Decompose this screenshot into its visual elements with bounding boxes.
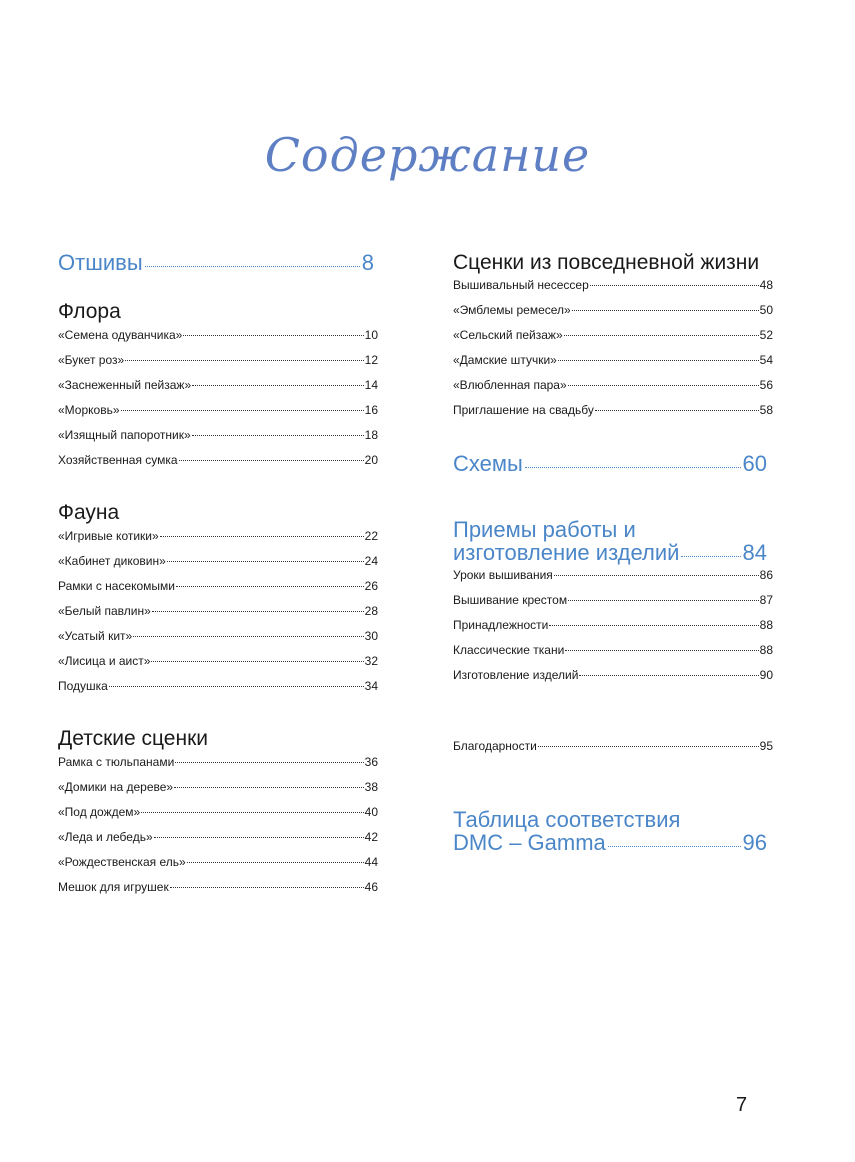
toc-entry-page: 30 [364,629,378,643]
toc-entry-label: «Лисица и аист» [58,654,151,668]
toc-entry-label: «Рождественская ель» [58,855,186,869]
toc-entry-page: 88 [759,643,773,657]
leader-dots [187,862,364,863]
toc-entry-page: 28 [364,604,378,618]
toc-entry-label: «Семена одуванчика» [58,328,183,342]
leader-dots [525,467,741,468]
toc-entry-page: 24 [364,554,378,568]
toc-entry-page: 38 [364,780,378,794]
toc-entry-page: 14 [364,378,378,392]
toc-entry-label: «Белый павлин» [58,604,151,618]
leader-dots [125,360,363,361]
page-number: 7 [736,1094,748,1116]
leader-dots [558,360,759,361]
leader-dots [183,335,363,336]
leader-dots [179,460,364,461]
leader-dots [167,561,364,562]
toc-entry-label: Рамки с насекомыми [58,579,176,593]
toc-entry[interactable] [58,629,378,654]
toc-heading-line2: изготовление изделий [453,540,680,565]
toc-entry[interactable] [58,880,378,905]
leader-dots [681,556,740,557]
toc-entry[interactable] [453,739,773,764]
toc-entry-label: «Кабинет диковин» [58,554,166,568]
toc-entry-label: Изготовление изделий [453,668,579,682]
toc-entry[interactable] [453,593,773,618]
toc-entry[interactable] [58,378,378,403]
toc-heading-techniques[interactable] [453,518,767,564]
toc-entry-label: «Сельский пейзаж» [453,328,563,342]
toc-heading-schemes[interactable] [453,451,767,477]
toc-entry[interactable] [58,654,378,679]
leader-dots [154,837,364,838]
toc-entry-page: 87 [759,593,773,607]
leader-dots [175,762,363,763]
leader-dots [608,846,741,847]
toc-entry[interactable] [453,403,773,428]
toc-entry-page: 88 [759,618,773,632]
leader-dots [554,575,759,576]
toc-entry-label: Благодарности [453,739,537,753]
leader-dots [145,266,360,267]
toc-list-children [58,755,378,905]
toc-entry-label: «Домики на дереве» [58,780,174,794]
leader-dots [133,636,363,637]
leader-dots [176,586,364,587]
toc-entry-page: 32 [364,654,378,668]
toc-entry-page: 10 [364,328,378,342]
toc-entry-page: 34 [364,679,378,693]
toc-list-flora [58,328,378,478]
toc-entry[interactable] [58,604,378,629]
leader-dots [568,385,759,386]
toc-heading-label: Отшивы [58,250,143,275]
toc-entry[interactable] [58,679,378,704]
toc-entry-page: 20 [364,453,378,467]
toc-entry[interactable] [453,303,773,328]
leader-dots [590,285,759,286]
toc-entry[interactable] [58,453,378,478]
toc-entry-page: 46 [364,880,378,894]
toc-entry-label: Подушка [58,679,108,693]
toc-heading-label: Схемы [453,451,523,476]
toc-entry-label: «Эмблемы ремесел» [453,303,571,317]
toc-entry-label: Вышивальный несессер [453,278,589,292]
toc-heading-table[interactable] [453,808,767,854]
leader-dots [564,335,759,336]
toc-list-scenes [453,278,773,428]
toc-heading-page: 60 [742,451,767,476]
toc-entry[interactable] [58,780,378,805]
toc-entry-page: 56 [759,378,773,392]
toc-entry-label: «Морковь» [58,403,120,417]
section-heading-children: Детские сценки [58,727,209,750]
toc-entry[interactable] [58,403,378,428]
toc-entry-page: 50 [759,303,773,317]
toc-list-thanks [453,739,773,764]
toc-entry[interactable] [453,668,773,693]
toc-entry[interactable] [58,755,378,780]
toc-entry-page: 18 [364,428,378,442]
toc-entry-page: 22 [364,529,378,543]
toc-entry[interactable] [58,328,378,353]
toc-entry[interactable] [453,278,773,303]
leader-dots [192,435,364,436]
toc-entry-page: 54 [759,353,773,367]
toc-entry[interactable] [58,428,378,453]
toc-entry-label: «Заснеженный пейзаж» [58,378,192,392]
leader-dots [160,536,364,537]
toc-heading-page: 84 [742,540,767,565]
toc-heading-otzyvy[interactable] [58,250,374,276]
toc-entry-page: 26 [364,579,378,593]
toc-entry-label: «Игривые котики» [58,529,159,543]
toc-entry-page: 36 [364,755,378,769]
toc-heading-line1: Приемы работы и [453,517,636,542]
toc-entry-page: 58 [759,403,773,417]
toc-heading-page: 96 [742,830,767,855]
toc-entry[interactable] [453,353,773,378]
toc-entry[interactable] [58,579,378,604]
toc-entry[interactable] [453,618,773,643]
toc-entry[interactable] [453,643,773,668]
toc-entry-label: Мешок для игрушек [58,880,169,894]
toc-entry-label: «Под дождем» [58,805,141,819]
toc-entry-page: 48 [759,278,773,292]
toc-entry-page: 95 [759,739,773,753]
leader-dots [549,625,758,626]
toc-entry-page: 42 [364,830,378,844]
toc-entry-page: 52 [759,328,773,342]
toc-entry-label: «Дамские штучки» [453,353,557,367]
toc-entry-page: 12 [364,353,378,367]
toc-entry-page: 16 [364,403,378,417]
leader-dots [579,675,758,676]
toc-entry-label: Принадлежности [453,618,549,632]
toc-entry-label: «Изящный папоротник» [58,428,191,442]
toc-entry[interactable] [58,529,378,554]
toc-entry[interactable] [58,805,378,830]
leader-dots [538,746,759,747]
toc-entry[interactable] [453,378,773,403]
toc-entry-label: Рамка с тюльпанами [58,755,175,769]
toc-entry[interactable] [58,353,378,378]
leader-dots [152,611,364,612]
leader-dots [170,887,364,888]
toc-entry-label: Вышивание крестом [453,593,568,607]
leader-dots [151,661,363,662]
leader-dots [595,410,759,411]
section-heading-fauna: Фауна [58,501,120,524]
toc-entry-label: Классические ткани [453,643,565,657]
toc-entry-label: «Леда и лебедь» [58,830,153,844]
leader-dots [174,787,364,788]
toc-entry-page: 86 [759,568,773,582]
toc-entry-page: 90 [759,668,773,682]
toc-list-techniques [453,568,773,693]
toc-entry-page: 40 [364,805,378,819]
toc-entry-label: Приглашение на свадьбу [453,403,594,417]
leader-dots [568,600,759,601]
page-title: Содержание [264,128,591,182]
toc-entry[interactable] [58,855,378,880]
leader-dots [109,686,364,687]
section-heading-scenes: Сценки из повседневной жизни [453,251,760,274]
toc-entry-label: «Усатый кит» [58,629,133,643]
toc-entry[interactable] [453,328,773,353]
toc-entry-page: 44 [364,855,378,869]
toc-heading-line2: DMC – Gamma [453,830,606,855]
toc-list-fauna [58,529,378,704]
toc-heading-line1: Таблица соответствия [453,807,681,832]
toc-entry-label: «Букет роз» [58,353,125,367]
toc-entry[interactable] [453,568,773,593]
toc-entry-label: «Влюбленная пара» [453,378,567,392]
leader-dots [572,310,759,311]
toc-entry[interactable] [58,830,378,855]
toc-entry[interactable] [58,554,378,579]
leader-dots [192,385,364,386]
toc-heading-page: 8 [361,250,374,275]
toc-entry-label: Уроки вышивания [453,568,553,582]
leader-dots [141,812,363,813]
section-heading-flora: Флора [58,300,121,323]
leader-dots [565,650,758,651]
leader-dots [121,410,364,411]
toc-entry-label: Хозяйственная сумка [58,453,178,467]
